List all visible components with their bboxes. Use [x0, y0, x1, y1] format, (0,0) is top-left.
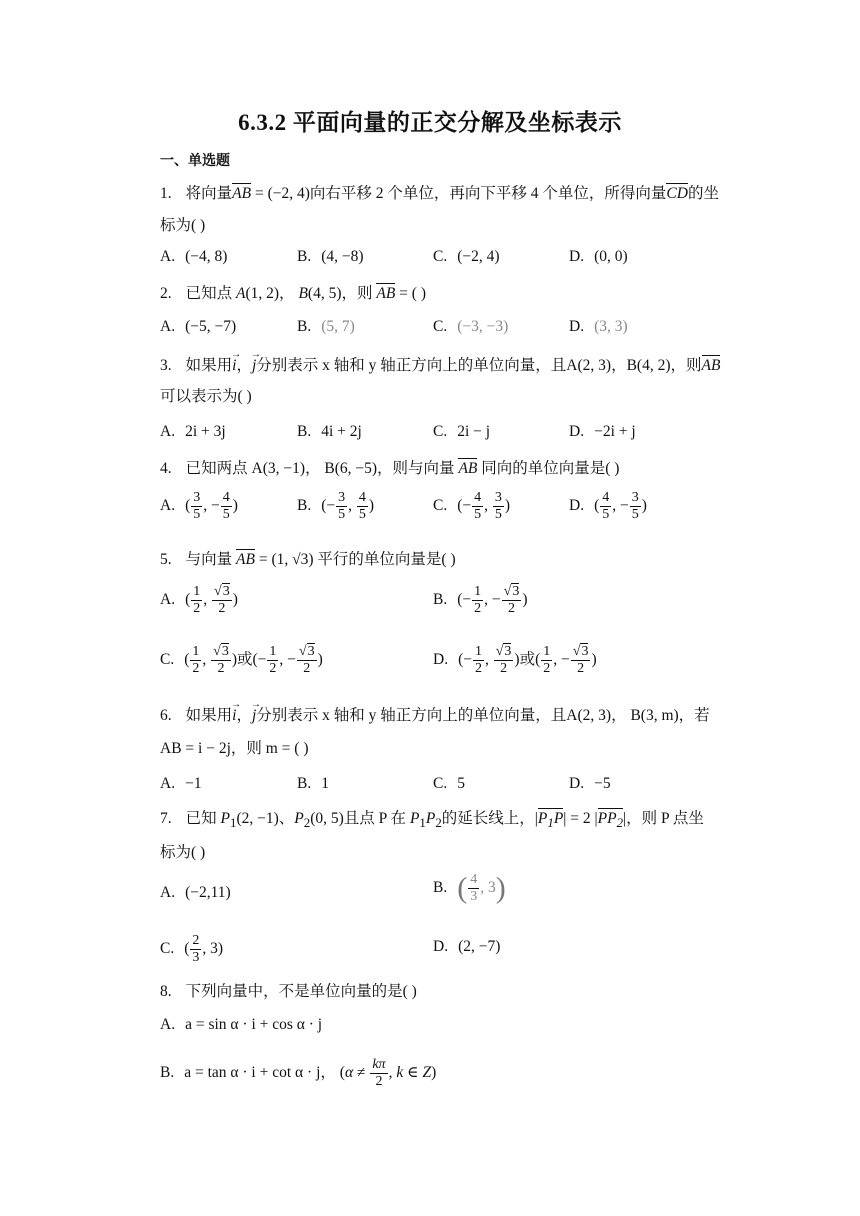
- q8-option-a[interactable]: A. a = sin α · i + cos α · j: [160, 1016, 323, 1033]
- question-6-cont: AB = i − 2j，则 m = ( ): [160, 740, 309, 757]
- question-7-cont: 标为( ): [160, 844, 206, 861]
- question-3: 3. 如果用→ i，→ j分别表示 x 轴和 y 轴正方向上的单位向量，且A(2, 3)，B(4, 2)，则AB: [160, 355, 720, 377]
- q2-option-a[interactable]: A. (−5, −7): [160, 318, 237, 335]
- question-8: 8. 下列向量中，不是单位向量的是( ): [160, 983, 417, 1000]
- q7-option-b[interactable]: B. ( $\frac{4}{3}$ , 3): [433, 871, 506, 905]
- q8-option-b[interactable]: B. a = tan α · i + cot α · j， (α ≠ $\frac{k\pi}{2}$ , k ∈ Z): [160, 1057, 437, 1089]
- q1-option-c[interactable]: C. (−2, 4): [433, 248, 500, 265]
- question-6: 6. 如果用→ i，→ j分别表示 x 轴和 y 轴正方向上的单位向量，且A(2, 3)， B(3, m)，若: [160, 705, 710, 727]
- q2-option-d[interactable]: D. (3, 3): [569, 318, 628, 335]
- q2-option-c[interactable]: C. (−3, −3): [433, 318, 509, 335]
- q1-option-d[interactable]: D. (0, 0): [569, 248, 628, 265]
- q2-option-b[interactable]: B. (5, 7): [297, 318, 355, 335]
- question-2: 2. 已知点 A(1, 2)， B(4, 5)，则 AB = ( ): [160, 285, 426, 302]
- q6-option-c[interactable]: C. 5: [433, 775, 465, 792]
- q4-option-d[interactable]: D. ( $\frac{4}{5}$ , − $\frac{3}{5}$ ): [569, 490, 647, 522]
- q5-option-b[interactable]: B. (− $\frac{1}{2}$ , − $\frac{√3}{2}$ ): [433, 584, 528, 616]
- q6-option-d[interactable]: D. −5: [569, 775, 611, 792]
- page-title: 6.3.2 平面向量的正交分解及坐标表示: [238, 110, 622, 135]
- vector-CD: CD: [666, 185, 688, 202]
- question-1-cont: 标为( ): [160, 217, 206, 234]
- section-heading: 一、单选题: [160, 153, 230, 169]
- question-text: 将向量: [185, 185, 233, 202]
- q1-option-a[interactable]: A. (−4, 8): [160, 248, 228, 265]
- q5-option-d[interactable]: D. (− $\frac{1}{2}$ , $\frac{√3}{2}$ )或( $\frac{1}{2}$ , − $\frac{√3}{2}$ ): [433, 644, 597, 676]
- q7-option-a[interactable]: A. (−2,11): [160, 884, 231, 901]
- q3-option-c[interactable]: C. 2i − j: [433, 423, 491, 440]
- equation: = (−2, 4): [251, 185, 310, 202]
- question-1: [160, 183, 719, 205]
- question-5: 5. 与向量 AB = (1, √3) 平行的单位向量是( ): [160, 551, 456, 568]
- question-4: 4. 已知两点 A(3, −1)， B(6, −5)，则与向量 AB 同向的单位向量是( ): [160, 460, 620, 477]
- question-3-cont: 可以表示为( ): [160, 388, 252, 405]
- question-text: 向右平移 2 个单位，再向下平移 4 个单位，所得向量: [309, 185, 667, 202]
- question-7: 7. 已知 $P_1(2$, −1)、$P_2(0$, 5)且点 P 在 $P_1P_2$的延长线上，$|P_1P| = 2$ $|PP_2|$，则 P 点坐: [160, 810, 704, 831]
- q5-option-c[interactable]: C. ( $\frac{1}{2}$ , $\frac{√3}{2}$ )或(− $\frac{1}{2}$ , − $\frac{√3}{2}$ ): [160, 644, 323, 676]
- q6-option-a[interactable]: A. −1: [160, 775, 202, 792]
- q1-option-b[interactable]: B. (4, −8): [297, 248, 364, 265]
- q4-option-c[interactable]: C. (− $\frac{4}{5}$ , $\frac{3}{5}$ ): [433, 490, 511, 522]
- q6-option-b[interactable]: B. 1: [297, 775, 329, 792]
- q4-option-a[interactable]: A. ( $\frac{3}{5}$ , − $\frac{4}{5}$ ): [160, 490, 238, 522]
- question-number: 1.: [160, 185, 172, 202]
- q4-option-b[interactable]: B. (− $\frac{3}{5}$ , $\frac{4}{5}$ ): [297, 490, 375, 522]
- q3-option-b[interactable]: B. 4i + 2j: [297, 423, 362, 440]
- q5-option-a[interactable]: A. ( $\frac{1}{2}$ , $\frac{√3}{2}$ ): [160, 584, 238, 616]
- q7-option-d[interactable]: D. (2, −7): [433, 938, 501, 955]
- q3-option-a[interactable]: A. 2i + 3j: [160, 423, 226, 440]
- q3-option-d[interactable]: D. −2i + j: [569, 423, 636, 440]
- vector-AB: AB: [232, 185, 252, 202]
- question-text: 的坐: [687, 185, 719, 202]
- q7-option-c[interactable]: C. ( $\frac{2}{3}$ , 3): [160, 933, 224, 965]
